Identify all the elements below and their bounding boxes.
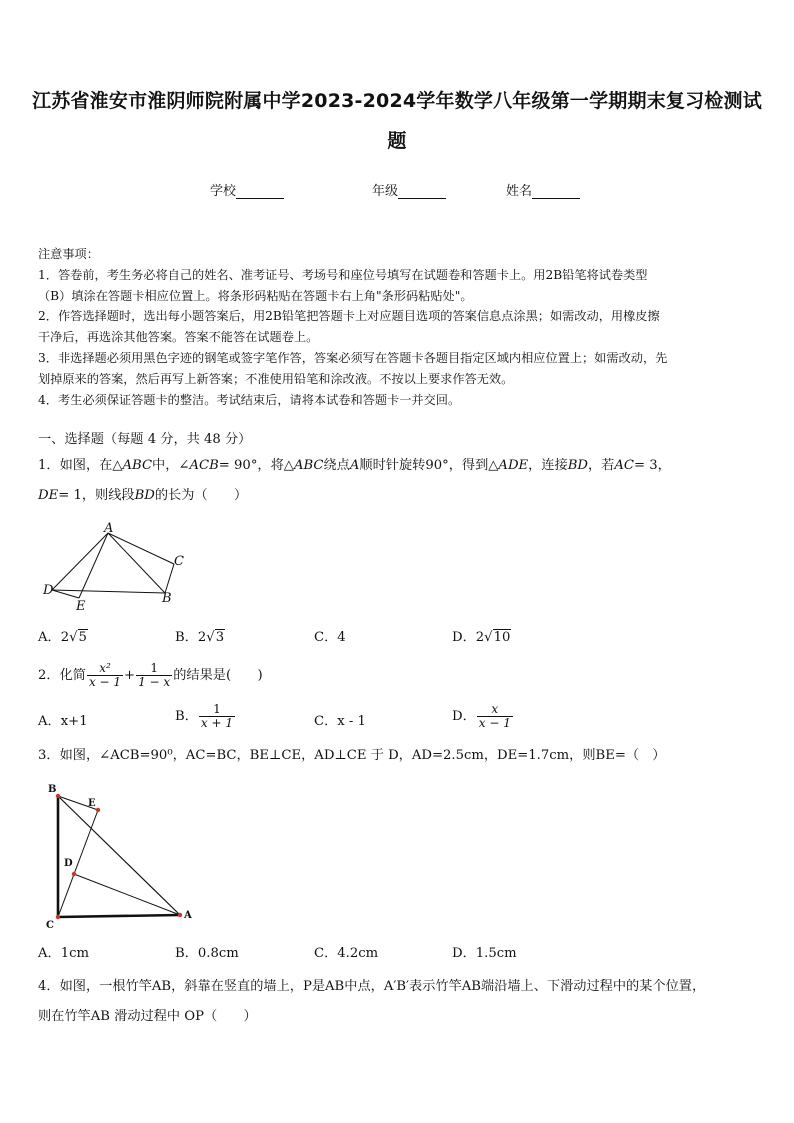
question-2-text: 2．化简 $\frac{\text{x²}}{x - 1}$ + $\frac{1}{1 - x}$ 的结果是( ) bbox=[38, 661, 263, 689]
question-1-text: 1．如图，在△ABC中，∠ACB= 90°，将△ABC绕点A顺时针旋转90°，得到△ADE，连接BD，若AC= 3， DE= 1，则线段BD的长为（ ） bbox=[38, 458, 671, 503]
q3-option-c: C．4.2cm bbox=[314, 946, 379, 961]
figure-label: A bbox=[104, 521, 114, 536]
figure-label: E bbox=[88, 798, 96, 809]
q3-option-b: B．0.8cm bbox=[175, 946, 239, 961]
page-title: 江苏省淮安市淮阴师院附属中学2023-2024学年数学八年级第一学期期末复习检测试 bbox=[32, 90, 762, 112]
notes-line: 4．考生必须保证答题卡的整洁。考试结束后，请将本试卷和答题卡一并交回。 bbox=[38, 392, 461, 407]
fraction: $\frac{1}{x + 1}$ bbox=[200, 702, 233, 730]
figure-label: B bbox=[162, 591, 172, 606]
figure-label: C bbox=[46, 920, 54, 930]
notes-line: 2．作答选择题时，选出每小题答案后，用2B铅笔把答题卡上对应题目选项的答案信息点涂黑；如需改动，用橡皮擦 bbox=[38, 309, 660, 324]
notes-line: 3．非选择题必须用黑色字迹的钢笔或签字笔作答，答案必须写在答题卡各题目指定区域内相应位置上；如需改动，先 bbox=[38, 350, 668, 365]
figure-label: A bbox=[184, 910, 192, 921]
question-3-text: 3．如图，∠ACB=90⁰，AC=BC，BE⊥CE，AD⊥CE 于 D，AD=2.5cm，DE=1.7cm，则BE=（ ） bbox=[38, 748, 666, 763]
q3-option-d: D．1.5cm bbox=[452, 946, 517, 961]
question-4-text: 4．如图，一根竹竿AB，斜靠在竖直的墙上，P是AB中点，A′B′表示竹竿AB端沿墙上、下滑动过程中的某个位置， 则在竹竿AB 滑动过程中 OP（ ） bbox=[38, 979, 706, 1024]
page-title-continued: 题 bbox=[387, 130, 407, 152]
q3-option-a: A．1cm bbox=[38, 946, 89, 961]
grade-field bbox=[372, 180, 446, 199]
question-1-figure bbox=[40, 518, 200, 618]
figure-label: D bbox=[64, 858, 73, 869]
notes-section bbox=[38, 244, 756, 410]
school-blank bbox=[236, 184, 284, 199]
fraction: $\frac{x}{x - 1}$ bbox=[478, 702, 511, 730]
notes-line: 划掉原来的答案，然后再写上新答案；不准使用铅笔和涂改液。不按以上要求作答无效。 bbox=[38, 371, 514, 386]
fraction: $\frac{\text{x²}}{x - 1}$ bbox=[88, 661, 122, 689]
figure-label: D bbox=[43, 583, 54, 598]
q2-option-a: A．x+1 bbox=[38, 714, 88, 729]
notes-line: （B）填涂在答题卡相应位置上。将条形码粘贴在答题卡右上角"条形码粘贴处"。 bbox=[38, 288, 473, 303]
figure-label: B bbox=[48, 784, 57, 795]
figure-label: E bbox=[76, 599, 86, 614]
name-field bbox=[506, 180, 580, 199]
q1-option-b: B．2√3 bbox=[175, 630, 225, 645]
school-field bbox=[210, 180, 284, 199]
q1-option-c: C．4 bbox=[314, 630, 346, 645]
notes-heading: 注意事项： bbox=[38, 247, 99, 261]
name-blank bbox=[532, 184, 580, 199]
fraction: $\frac{1}{1 - x}$ bbox=[138, 661, 171, 689]
q2-option-b: B． $\frac{1}{x + 1}$ bbox=[175, 702, 233, 730]
grade-label: 年级 bbox=[372, 184, 399, 199]
name-label: 姓名 bbox=[506, 184, 533, 199]
school-label: 学校 bbox=[210, 184, 237, 199]
notes-line: 1．答卷前，考生务必将自己的姓名、准考证号、考场号和座位号填写在试题卷和答题卡上。用2B铅笔将试卷类型 bbox=[38, 267, 648, 282]
q2-option-d: D． $\frac{x}{x - 1}$ bbox=[452, 702, 511, 730]
q1-option-a: A．2√5 bbox=[38, 630, 87, 645]
section-heading: 一、选择题（每题 4 分，共 48 分） bbox=[38, 432, 252, 447]
q2-option-c: C．x - 1 bbox=[314, 714, 366, 729]
question-3-figure bbox=[40, 780, 200, 930]
figure-label: C bbox=[174, 554, 184, 569]
grade-blank bbox=[398, 184, 446, 199]
notes-line: 干净后，再选涂其他答案。答案不能答在试题卷上。 bbox=[38, 330, 319, 345]
q1-option-d: D．2√10 bbox=[452, 630, 511, 645]
